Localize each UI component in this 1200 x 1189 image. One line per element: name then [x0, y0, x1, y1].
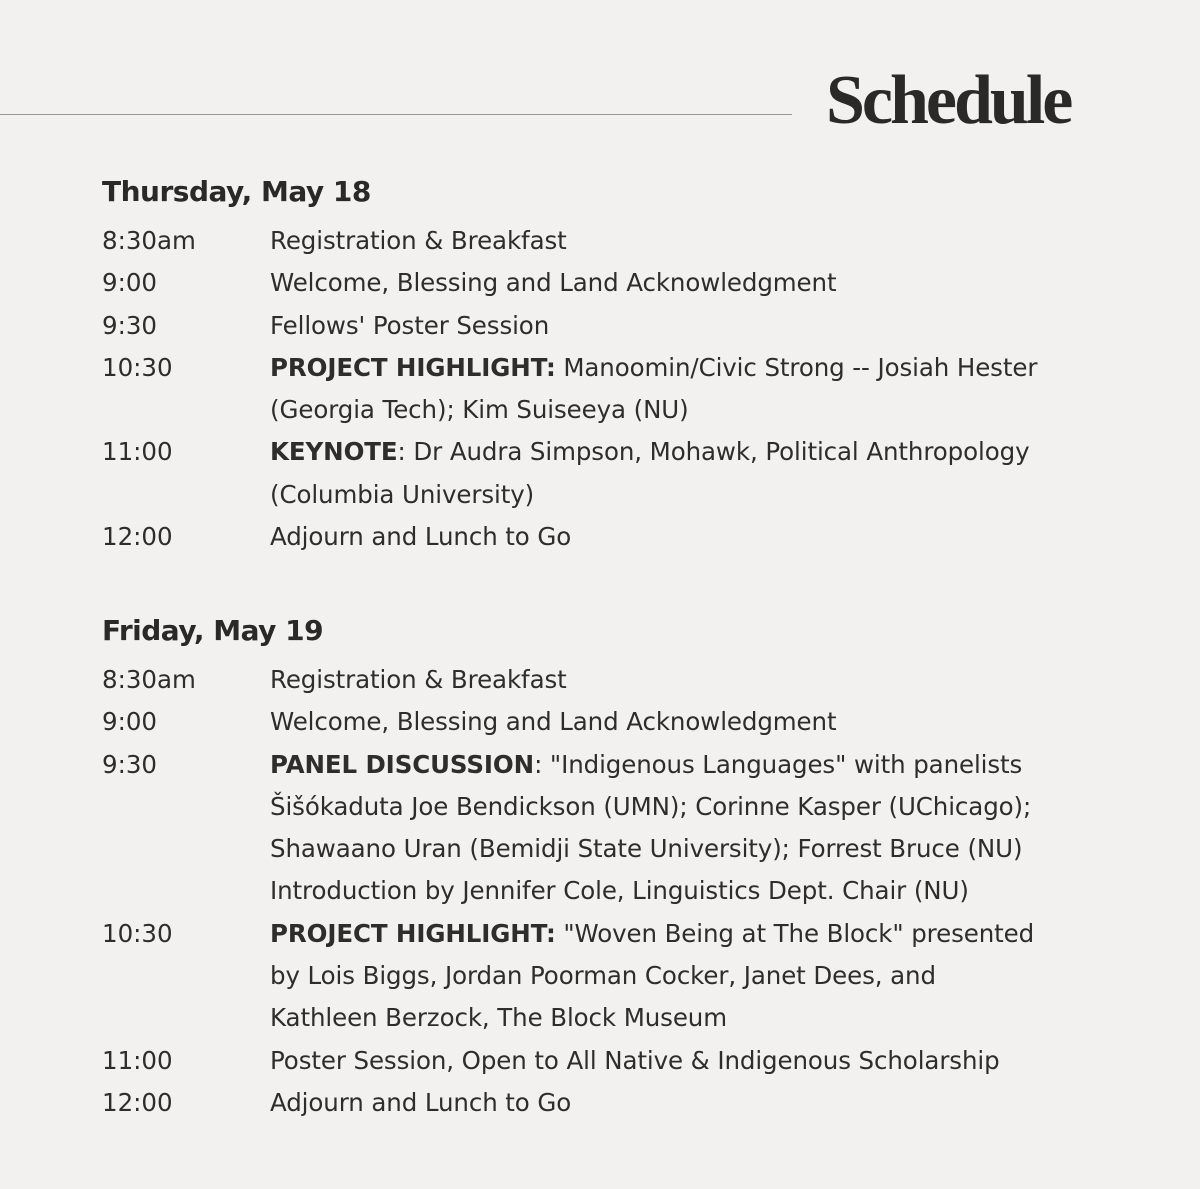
description-text: Registration & Breakfast: [270, 665, 567, 694]
day-heading: Friday, May 19: [102, 614, 324, 647]
session-time: 12:00: [102, 522, 173, 552]
description-line: [270, 701, 1112, 743]
description-text: "Woven Being at The Block" presented: [555, 918, 1035, 948]
description-text: by Lois Biggs, Jordan Poorman Cocker, Janet Dees, and: [270, 961, 936, 991]
session-type-label: PROJECT HIGHLIGHT:: [270, 352, 556, 382]
schedule-row: [102, 913, 1112, 1040]
description-line: [270, 431, 1112, 473]
schedule-row: [102, 659, 1112, 701]
description-text: Welcome, Blessing and Land Acknowledgment: [270, 268, 837, 298]
session-time: 11:00: [102, 1045, 173, 1075]
day-heading: Thursday, May 18: [102, 175, 371, 208]
session-time: 10:30: [102, 352, 173, 382]
description-line: [270, 389, 1112, 431]
session-description: [270, 516, 1112, 558]
session-description: [270, 701, 1112, 743]
schedule-row: [102, 262, 1112, 304]
description-line: [270, 305, 1112, 347]
description-line: [270, 516, 1112, 558]
description-text: (Columbia University): [270, 479, 535, 509]
description-line: [270, 786, 1112, 828]
session-time: 9:00: [102, 707, 158, 737]
description-text: : "Indigenous Languages" with panelists: [534, 749, 1023, 779]
session-time: 8:30am: [102, 226, 196, 255]
description-text: Fellows' Poster Session: [270, 310, 550, 340]
description-line: [270, 870, 1112, 912]
session-type-label: PANEL DISCUSSION: [270, 749, 535, 779]
description-text: Manoomin/Civic Strong -- Josiah Hester: [555, 352, 1038, 382]
schedule-row: [102, 701, 1112, 743]
description-line: [270, 913, 1112, 955]
schedule-row: [102, 1040, 1112, 1082]
description-line: [270, 1082, 1112, 1124]
session-time: 10:30: [102, 918, 173, 948]
description-line: [270, 955, 1112, 997]
header-divider-line: [0, 114, 792, 115]
session-description: [270, 305, 1112, 347]
session-description: [270, 347, 1112, 432]
session-description: [270, 262, 1112, 304]
description-text: Adjourn and Lunch to Go: [270, 522, 572, 552]
description-text: Poster Session, Open to All Native & Indigenous Scholarship: [270, 1045, 1000, 1075]
session-description: [270, 913, 1112, 1040]
schedule-row: [102, 1082, 1112, 1124]
session-description: [270, 220, 1112, 262]
day-thursday: [102, 174, 1112, 558]
session-description: [270, 1040, 1112, 1082]
session-time: 9:30: [102, 749, 158, 779]
description-line: [270, 347, 1112, 389]
schedule-row: [102, 516, 1112, 558]
description-line: [270, 262, 1112, 304]
schedule-row: [102, 220, 1112, 262]
session-description: [270, 431, 1112, 516]
session-time: 9:00: [102, 268, 158, 298]
session-type-label: KEYNOTE: [270, 437, 398, 467]
session-type-label: PROJECT HIGHLIGHT:: [270, 918, 556, 948]
session-description: [270, 744, 1112, 913]
schedule-row: [102, 305, 1112, 347]
description-text: Welcome, Blessing and Land Acknowledgment: [270, 707, 837, 737]
schedule-row: [102, 744, 1112, 913]
description-line: [270, 659, 1112, 701]
page-title: Schedule: [826, 62, 1071, 139]
session-time: 9:30: [102, 310, 158, 340]
description-line: [270, 997, 1112, 1039]
description-text: (Georgia Tech); Kim Suiseeya (NU): [270, 395, 689, 425]
session-description: [270, 1082, 1112, 1124]
session-time: 11:00: [102, 437, 173, 467]
description-text: Shawaano Uran (Bemidji State University); Forrest Bruce (NU): [270, 834, 1023, 864]
description-line: [270, 220, 1112, 262]
session-description: [270, 659, 1112, 701]
description-line: [270, 474, 1112, 516]
description-line: [270, 1040, 1112, 1082]
session-time: 8:30am: [102, 665, 196, 694]
description-text: Adjourn and Lunch to Go: [270, 1087, 572, 1117]
schedule-row: [102, 431, 1112, 516]
description-text: Kathleen Berzock, The Block Museum: [270, 1003, 727, 1033]
description-text: Šišókaduta Joe Bendickson (UMN); Corinne Kasper (UChicago);: [270, 791, 1032, 821]
description-text: : Dr Audra Simpson, Mohawk, Political Anthropology: [397, 437, 1030, 467]
session-time: 12:00: [102, 1087, 173, 1117]
description-line: [270, 744, 1112, 786]
schedule-row: [102, 347, 1112, 432]
description-text: Registration & Breakfast: [270, 226, 567, 255]
description-line: [270, 828, 1112, 870]
description-text: Introduction by Jennifer Cole, Linguistics Dept. Chair (NU): [270, 876, 969, 906]
day-friday: [102, 613, 1112, 1124]
